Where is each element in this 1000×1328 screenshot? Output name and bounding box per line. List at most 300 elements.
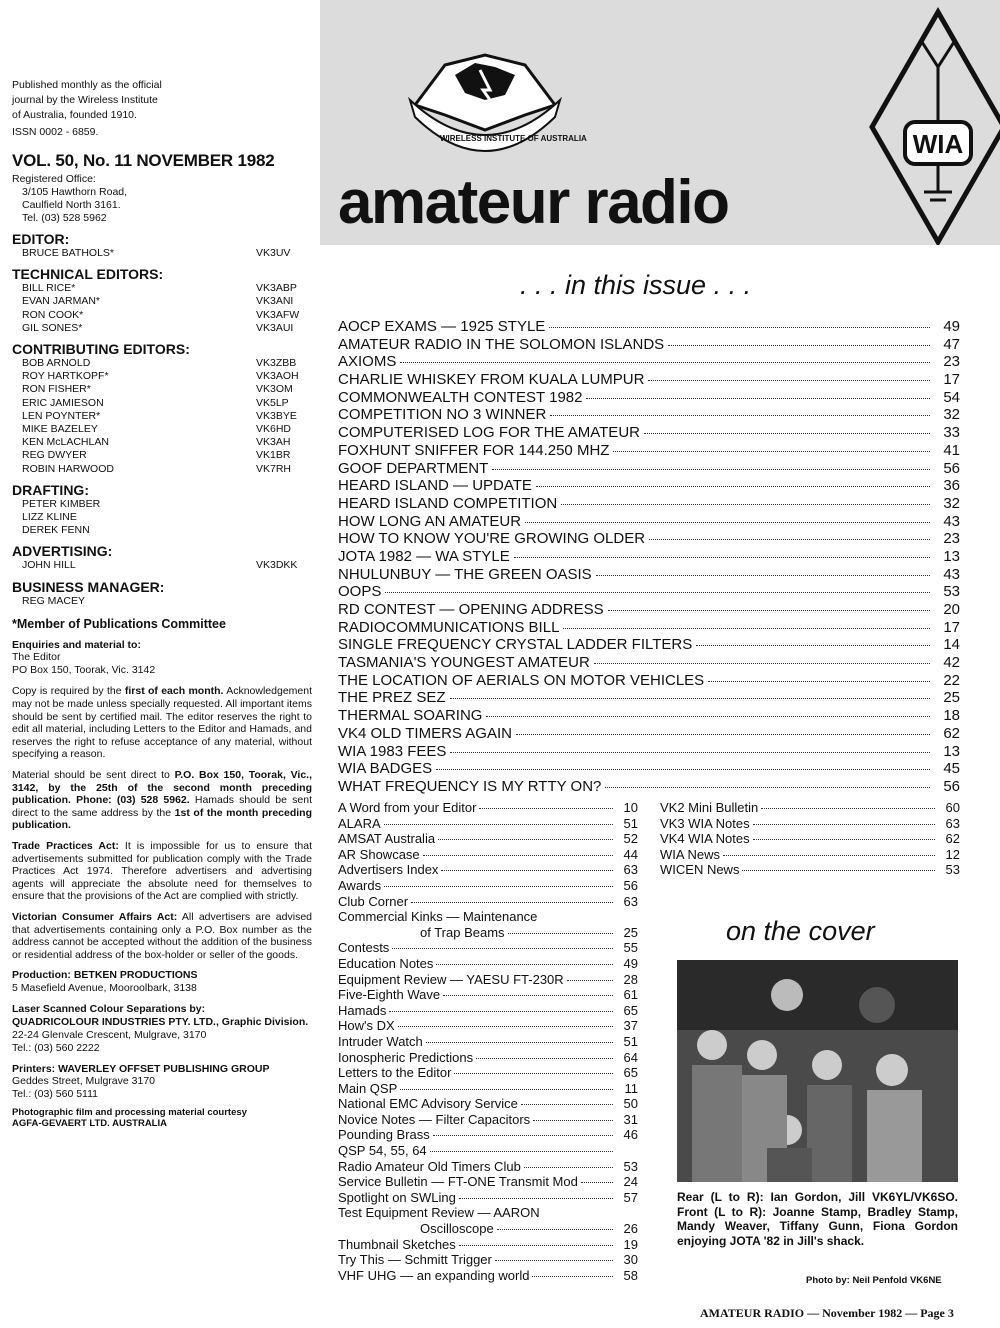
department-page: 25 (623, 924, 638, 940)
production-address: 5 Masefield Avenue, Mooroolbark, 3138 (12, 981, 197, 994)
issn: ISSN 0002 - 6859. (12, 126, 99, 138)
dot-leader (516, 734, 930, 735)
dot-leader (581, 1182, 613, 1183)
dot-leader (514, 557, 930, 558)
contents-page: 13 (943, 547, 960, 565)
contents-item (338, 513, 960, 531)
contents-title: WHAT FREQUENCY IS MY RTTY ON? (338, 777, 602, 795)
film-company: AGFA-GEVAERT LTD. AUSTRALIA (12, 1118, 167, 1130)
dot-leader (441, 870, 613, 871)
staff-name: BILL RICE* (22, 282, 76, 295)
dot-leader (563, 628, 930, 629)
staff-row (12, 383, 312, 396)
staff-callsign (256, 595, 312, 608)
department-item (338, 1159, 638, 1175)
department-item (338, 956, 638, 972)
staff-row (12, 295, 312, 308)
contents-title: WIA BADGES (338, 760, 433, 778)
department-title: Main QSP (338, 1080, 398, 1096)
dot-leader (479, 808, 613, 809)
staff-callsign: VK3AUI (256, 321, 294, 334)
department-title: Club Corner (338, 893, 409, 909)
contents-page: 18 (943, 707, 960, 725)
contents-page: 41 (943, 441, 960, 459)
department-item (338, 1143, 638, 1159)
department-page: 63 (623, 862, 638, 878)
department-title: Spotlight on SWLing (338, 1189, 456, 1205)
staff-name: REG MACEY (22, 594, 86, 607)
dot-leader (384, 824, 613, 825)
contents-page: 20 (943, 601, 960, 618)
staff-name: REG DWYER (22, 449, 87, 462)
department-title: Letters to the Editor (338, 1065, 452, 1081)
contents-item (338, 460, 960, 478)
staff-callsign: VK3AOH (256, 370, 299, 383)
staff-name: MIKE BAZELEY (22, 423, 98, 436)
contents-item (338, 477, 960, 495)
staff-name: LIZZ KLINE (22, 511, 77, 524)
department-item (660, 831, 960, 847)
film-line: Photographic film and processing material courtesy (12, 1107, 247, 1119)
department-page: 28 (623, 971, 638, 987)
dot-leader (549, 327, 930, 328)
contents-title: JOTA 1982 — WA STYLE (338, 547, 510, 565)
dot-leader (423, 855, 613, 856)
dot-leader (586, 398, 930, 399)
staff-row (12, 309, 312, 322)
contents-item (338, 566, 960, 584)
department-title: Pounding Brass (338, 1127, 430, 1143)
department-page: 44 (623, 846, 638, 862)
staff-name: GIL SONES* (22, 321, 83, 334)
staff-callsign (256, 511, 312, 524)
feature-contents-list (338, 318, 960, 796)
contents-item (338, 530, 960, 548)
department-page: 55 (623, 940, 638, 956)
dot-leader (392, 948, 613, 949)
department-item (338, 831, 638, 847)
contents-title: TASMANIA'S YOUNGEST AMATEUR (338, 654, 590, 672)
contents-title: THE PREZ SEZ (338, 689, 446, 707)
printers-line: Printers: WAVERLEY OFFSET PUBLISHING GROUP (12, 1062, 270, 1075)
dot-leader (426, 1042, 613, 1043)
staff-callsign: VK3UV (256, 247, 291, 259)
dot-leader (761, 808, 935, 809)
contents-title: FOXHUNT SNIFFER FOR 144.250 MHZ (338, 441, 610, 459)
staff-row (12, 370, 312, 383)
editor-heading: EDITOR: (12, 231, 70, 247)
department-title: Radio Amateur Old Timers Club (338, 1158, 521, 1174)
dot-leader (567, 980, 613, 981)
contents-page: 32 (943, 406, 960, 424)
dot-leader (605, 787, 930, 788)
department-page: 63 (945, 815, 960, 831)
department-item (338, 1018, 638, 1034)
contents-title: SINGLE FREQUENCY CRYSTAL LADDER FILTERS (338, 636, 693, 654)
department-page: 65 (623, 1065, 638, 1081)
department-title: VK3 WIA Notes (660, 815, 750, 831)
department-item (338, 909, 638, 925)
department-title: AMSAT Australia (338, 831, 436, 847)
department-title: Awards (338, 877, 382, 893)
department-page: 30 (623, 1252, 638, 1268)
dot-leader (524, 1167, 613, 1168)
left-column (12, 78, 312, 1129)
department-page: 53 (945, 862, 960, 878)
dot-leader (433, 1135, 613, 1136)
drafting-heading: DRAFTING: (12, 481, 89, 498)
staff-callsign (256, 524, 312, 537)
dot-leader (430, 1151, 613, 1152)
laser-line: Laser Scanned Colour Separations by: (12, 1002, 206, 1015)
dot-leader (398, 1026, 613, 1027)
technical-list (12, 282, 312, 335)
department-title: A Word from your Editor (338, 800, 477, 815)
department-title: Five-Eighth Wave (338, 987, 441, 1003)
contents-item (338, 743, 960, 761)
dot-leader (594, 663, 930, 664)
contents-title: COMPUTERISED LOG FOR THE AMATEUR (338, 424, 640, 442)
staff-callsign: VK3BYE (256, 409, 297, 422)
dot-leader (436, 769, 930, 770)
dot-leader (613, 451, 930, 452)
contents-title: AOCP EXAMS — 1925 STYLE (338, 318, 546, 335)
staff-name: RON FISHER* (22, 383, 91, 396)
dot-leader (438, 839, 613, 840)
staff-name: RON COOK* (22, 308, 84, 321)
departments-list-right (660, 800, 960, 878)
department-page: 12 (945, 846, 960, 862)
staff-name: EVAN JARMAN* (22, 295, 100, 308)
department-page: 65 (623, 1002, 638, 1018)
contents-item (338, 725, 960, 743)
department-page: 50 (623, 1096, 638, 1112)
contents-title: OOPS (338, 583, 382, 601)
department-item (338, 1268, 638, 1284)
staff-row (12, 595, 312, 608)
office-line: Tel. (03) 528 5962 (22, 212, 107, 224)
contents-item (338, 672, 960, 690)
department-title: Try This — Schmitt Trigger (338, 1252, 492, 1268)
department-title: VK2 Mini Bulletin (660, 800, 759, 815)
staff-name: ROY HARTKOPF* (22, 370, 109, 383)
department-page: 57 (623, 1189, 638, 1205)
drafting-list (12, 498, 312, 538)
contents-page: 62 (943, 724, 960, 742)
department-item (338, 940, 638, 956)
staff-row (12, 511, 312, 524)
department-item (338, 862, 638, 878)
department-title: WIA News (660, 846, 720, 862)
department-title: Advertisers Index (338, 862, 439, 878)
pub-line: journal by the Wireless Institute (12, 94, 158, 106)
enquiries-heading: Enquiries and material to: (12, 638, 141, 651)
dot-leader (753, 824, 935, 825)
staff-name: BOB ARNOLD (22, 357, 91, 370)
dot-leader (389, 1011, 613, 1012)
staff-name: JOHN HILL (22, 559, 76, 572)
departments-list-left (338, 800, 638, 1283)
member-note: *Member of Publications Committee (12, 616, 226, 631)
staff-row (12, 410, 312, 423)
trade-practices-note: Trade Practices Act: It is impossible for us to ensure that advertisements submitted for publication comply with the Trade Practices Act 1974. Therefore advertisers and advertising agents will appreciate the absolute need for themselves to ensure that the provisions of the Act are complied with strictly. (12, 839, 313, 903)
contents-item (338, 689, 960, 707)
svg-text:WIRELESS INSTITUTE OF AUSTRALI: WIRELESS INSTITUTE OF AUSTRALIA (440, 134, 587, 143)
dot-leader (400, 362, 930, 363)
masthead-title: amateur radio (338, 168, 729, 237)
contents-title: WIA 1983 FEES (338, 742, 447, 760)
page-footer: AMATEUR RADIO — November 1982 — Page 3 (700, 1306, 954, 1320)
contents-title: HOW TO KNOW YOU'RE GROWING OLDER (338, 530, 646, 548)
contents-page: 25 (943, 689, 960, 707)
staff-row (12, 463, 312, 476)
contents-item (338, 318, 960, 336)
contents-page: 43 (943, 565, 960, 583)
contents-item (338, 353, 960, 371)
cover-heading: on the cover (726, 916, 875, 946)
department-item (338, 1081, 638, 1097)
cover-photo-image (677, 960, 958, 1182)
contents-item (338, 619, 960, 637)
dot-leader (649, 539, 930, 540)
dot-leader (486, 716, 930, 717)
contents-title: GOOF DEPARTMENT (338, 459, 489, 477)
contents-item (338, 406, 960, 424)
department-item (338, 1050, 638, 1066)
department-item (338, 894, 638, 910)
contents-title: HOW LONG AN AMATEUR (338, 512, 522, 530)
department-title: QSP 54, 55, 64 (338, 1143, 427, 1159)
dot-leader (459, 1198, 613, 1199)
department-item (338, 987, 638, 1003)
department-page: 64 (623, 1049, 638, 1065)
contents-item (338, 442, 960, 460)
printers-phone: Tel.: (03) 560 5111 (12, 1088, 98, 1101)
department-item (338, 1034, 638, 1050)
dot-leader (668, 345, 930, 346)
staff-name: DEREK FENN (22, 524, 90, 537)
cover-photo (677, 960, 958, 1182)
contents-title: NHULUNBUY — THE GREEN OASIS (338, 565, 592, 583)
pub-line: of Australia, founded 1910. (12, 109, 137, 121)
contents-item (338, 389, 960, 407)
department-title: ALARA (338, 815, 381, 831)
staff-row (12, 423, 312, 436)
staff-name: BRUCE BATHOLS* (22, 247, 114, 259)
department-page: 37 (623, 1018, 638, 1034)
business-heading: BUSINESS MANAGER: (12, 578, 165, 595)
department-item (338, 1252, 638, 1268)
department-item (660, 847, 960, 863)
contents-title: HEARD ISLAND — UPDATE (338, 477, 532, 495)
department-title: Service Bulletin — FT-ONE Transmit Mod (338, 1174, 578, 1190)
registered-office (12, 173, 312, 225)
department-item (338, 1205, 638, 1221)
dot-leader (536, 486, 930, 487)
dot-leader (723, 855, 935, 856)
contents-title: COMMONWEALTH CONTEST 1982 (338, 388, 583, 406)
department-title: Contests (338, 940, 390, 956)
enquiries-line: PO Box 150, Toorak, Vic. 3142 (12, 664, 156, 677)
contents-page: 56 (943, 459, 960, 477)
department-page: 46 (623, 1127, 638, 1143)
contents-page: 45 (943, 760, 960, 778)
dot-leader (753, 839, 935, 840)
staff-name: PETER KIMBER (22, 497, 101, 510)
dot-leader (454, 1073, 613, 1074)
department-item (338, 878, 638, 894)
staff-name: ROBIN HARWOOD (22, 462, 114, 475)
department-page: 56 (623, 877, 638, 893)
department-page: 63 (623, 893, 638, 909)
staff-callsign: VK3ABP (256, 282, 297, 295)
department-title: Education Notes (338, 955, 434, 971)
contents-page: 54 (943, 388, 960, 406)
production-line: Production: BETKEN PRODUCTIONS (12, 969, 198, 982)
department-page: 52 (623, 831, 638, 847)
contents-item (338, 707, 960, 725)
wia-emblem-icon (410, 55, 587, 151)
contents-page: 56 (943, 777, 960, 795)
dot-leader (525, 522, 930, 523)
department-title: AR Showcase (338, 846, 420, 862)
department-page: 51 (623, 815, 638, 831)
contents-page: 33 (943, 424, 960, 442)
department-item (338, 1190, 638, 1206)
department-title: Commercial Kinks — Maintenance (338, 909, 538, 925)
dot-leader (508, 933, 613, 934)
staff-name: LEN POYNTER* (22, 409, 101, 422)
staff-callsign: VK6HD (256, 423, 292, 436)
svg-text:WIA: WIA (912, 129, 964, 159)
contents-title: THE LOCATION OF AERIALS ON MOTOR VEHICLES (338, 671, 705, 689)
department-item (660, 816, 960, 832)
dot-leader (492, 469, 930, 470)
department-page: 58 (623, 1267, 638, 1283)
office-line: Caulfield North 3161. (22, 199, 121, 211)
contents-page: 22 (943, 671, 960, 689)
staff-row (12, 436, 312, 449)
department-page: 11 (624, 1080, 638, 1096)
volume-line: VOL. 50, No. 11 NOVEMBER 1982 (12, 151, 275, 170)
pub-line: Published monthly as the official (12, 79, 162, 91)
department-item (338, 816, 638, 832)
contents-page: 14 (943, 636, 960, 654)
consumer-affairs-note: Victorian Consumer Affairs Act: All advertisers are advised that advertisements containing only a P.O. Box number as the address cannot be accepted without the addition of the business or residential address of the box-holder or seller of the goods. (12, 910, 313, 961)
contributing-list (12, 357, 312, 476)
photo-credit: Photo by: Neil Penfold VK6NE (806, 1275, 942, 1286)
contributing-heading: CONTRIBUTING EDITORS: (12, 341, 190, 358)
contents-page: 23 (943, 353, 960, 371)
staff-row (12, 498, 312, 511)
department-page: 10 (623, 800, 638, 815)
contents-item (338, 495, 960, 513)
department-item (338, 1127, 638, 1143)
department-page: 31 (623, 1111, 638, 1127)
department-title: Hamads (338, 1002, 387, 1018)
printers-address: Geddes Street, Mulgrave 3170 (12, 1075, 156, 1088)
department-title: Equipment Review — YAESU FT-230R (338, 971, 564, 987)
dot-leader (497, 1229, 613, 1230)
cover-caption: Rear (L to R): Ian Gordon, Jill VK6YL/VK6SO. Front (L to R): Joanne Stamp, Bradley Stamp, Mandy Weaver, Tiffany Gunn, Fiona Gordon enjoying JOTA '82 in Jill's shack. (677, 1190, 958, 1248)
dot-leader (533, 1120, 613, 1121)
material-note: Material should be sent direct to P.O. Box 150, Toorak, Vic., 3142, by the 25th of the second month preceding publication. Phone: (03) 528 5962. Hamads should be sent direct to the same address by the 1st of the month preceding publication. (12, 769, 312, 832)
department-page: 61 (623, 987, 638, 1003)
dot-leader (443, 995, 613, 996)
dot-leader (476, 1058, 613, 1059)
department-title: Novice Notes — Filter Capacitors (338, 1111, 531, 1127)
department-page: 51 (623, 1033, 638, 1049)
department-page: 49 (623, 955, 638, 971)
contents-title: RADIOCOMMUNICATIONS BILL (338, 618, 560, 636)
staff-callsign: VK3DKK (256, 559, 298, 572)
staff-row (12, 449, 312, 462)
contents-item (338, 760, 960, 778)
staff-callsign: VK3OM (256, 383, 293, 396)
advertising-list (12, 559, 312, 572)
contents-title: RD CONTEST — OPENING ADDRESS (338, 601, 604, 618)
department-title: National EMC Advisory Service (338, 1096, 518, 1112)
department-page: 53 (623, 1158, 638, 1174)
contents-item (338, 583, 960, 601)
department-title: Ionospheric Predictions (338, 1049, 474, 1065)
department-item (338, 925, 638, 941)
department-item (338, 1237, 638, 1253)
staff-row (12, 322, 312, 335)
department-title: of Trap Beams (420, 924, 505, 940)
department-title: Test Equipment Review — AARON (338, 1205, 540, 1221)
contents-page: 17 (943, 371, 960, 389)
staff-row (12, 397, 312, 410)
dot-leader (532, 1276, 613, 1277)
contents-page: 17 (943, 618, 960, 636)
contents-page: 49 (943, 318, 960, 335)
dot-leader (550, 415, 930, 416)
dot-leader (495, 1260, 613, 1261)
contents-title: THERMAL SOARING (338, 707, 483, 725)
department-title: VHF UHG — an expanding world (338, 1267, 530, 1283)
dot-leader (708, 681, 930, 682)
laser-address: 22-24 Glenvale Crescent, Mulgrave, 3170 (12, 1028, 207, 1041)
department-page: 62 (945, 831, 960, 847)
contents-page: 42 (943, 654, 960, 672)
contents-item (338, 548, 960, 566)
staff-name: ERIC JAMIESON (22, 396, 104, 409)
dot-leader (385, 592, 930, 593)
staff-name: KEN McLACHLAN (22, 436, 109, 449)
dot-leader (411, 902, 613, 903)
department-item (338, 1174, 638, 1190)
department-title: How's DX (338, 1018, 395, 1034)
department-item (338, 1003, 638, 1019)
laser-company: QUADRICOLOUR INDUSTRIES PTY. LTD., Graphic Division. (12, 1015, 309, 1028)
contents-title: HEARD ISLAND COMPETITION (338, 494, 558, 512)
contents-page: 43 (943, 512, 960, 530)
business-list (12, 595, 312, 608)
enquiries-line: The Editor (12, 651, 61, 664)
staff-callsign (256, 498, 312, 511)
dot-leader (384, 886, 613, 887)
dot-leader (400, 1089, 613, 1090)
staff-callsign: VK3AH (256, 436, 291, 449)
contents-page: 53 (943, 583, 960, 601)
department-item (660, 862, 960, 878)
office-line: Registered Office: (12, 173, 96, 185)
copy-note: Copy is required by the first of each month. Acknowledgement may not be made unless specially requested. All important items should be sent by certified mail. The editor reserves the right to edit all material, including Letters to the Editor and Hamads, and reserves the right to refuse acceptance of any material, without specifying a reason. (12, 685, 312, 761)
contents-item (338, 371, 960, 389)
department-item (338, 1065, 638, 1081)
staff-row (12, 524, 312, 537)
